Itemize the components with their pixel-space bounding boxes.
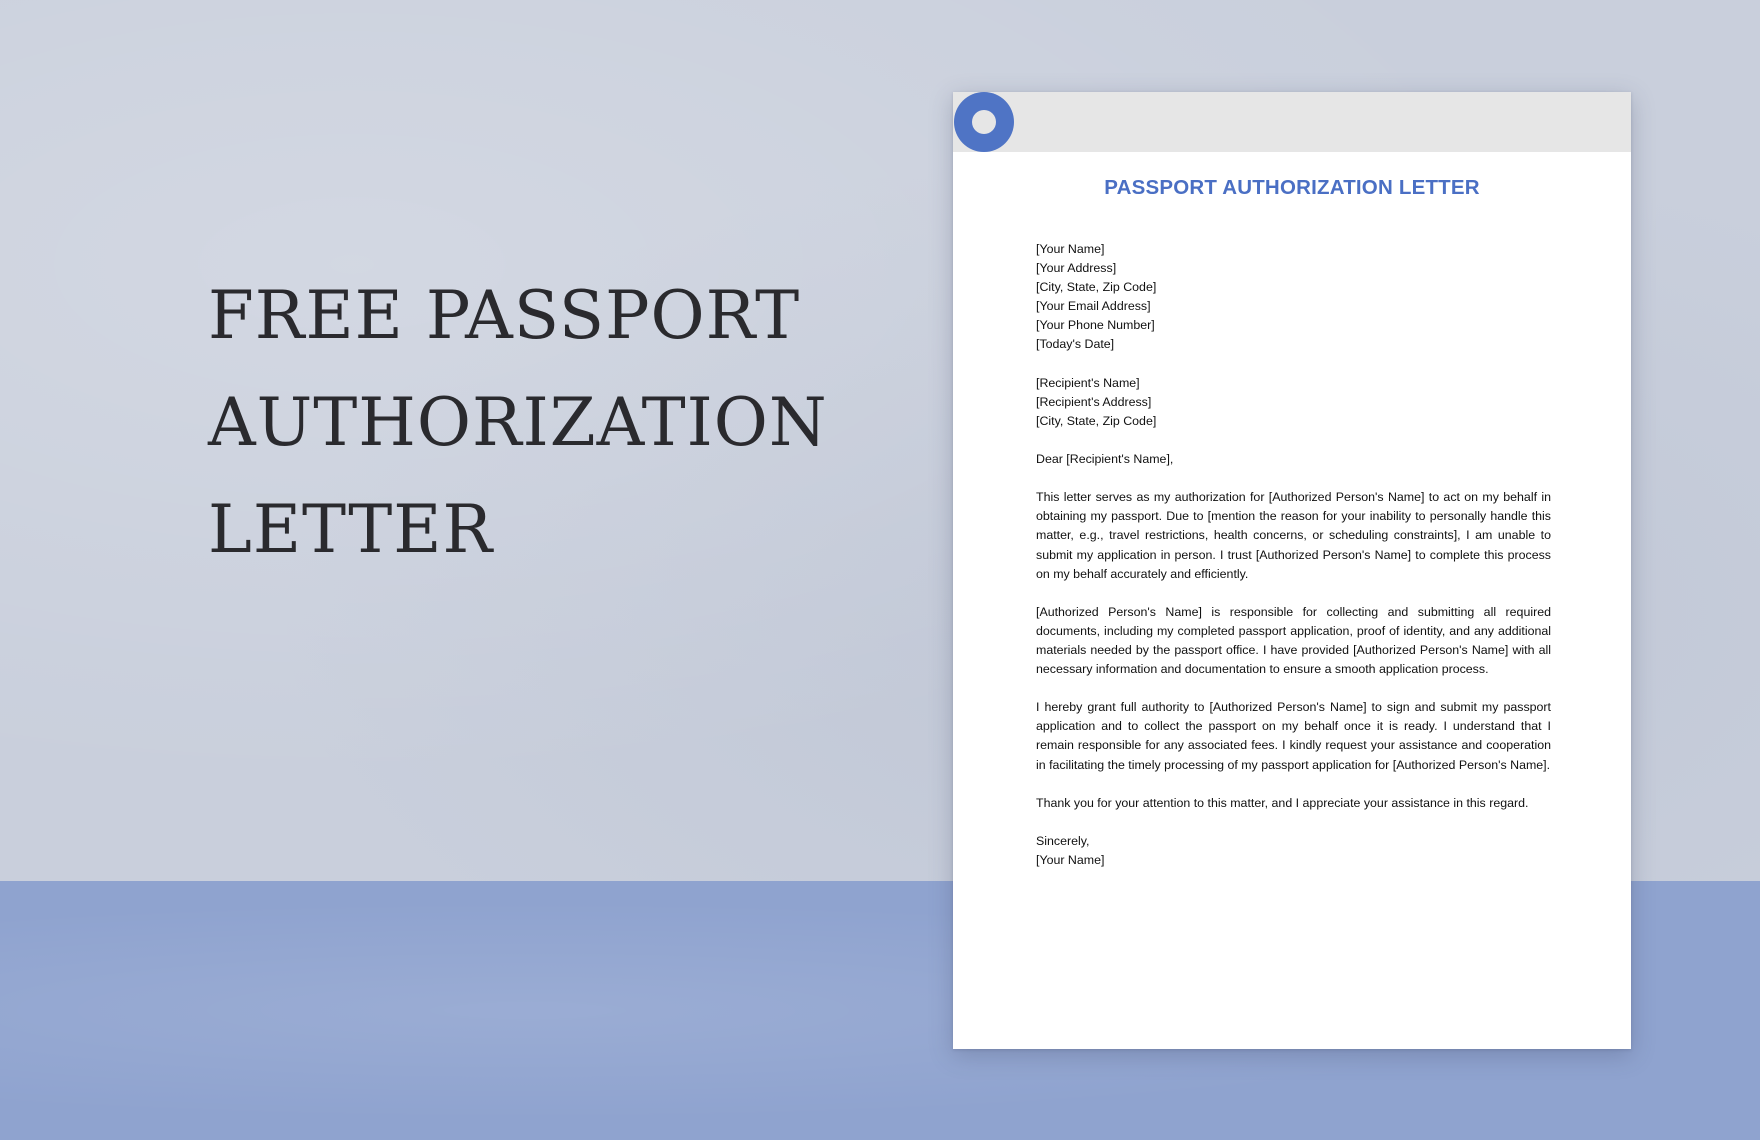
headline-line-3: LETTER (208, 491, 494, 568)
signature-name: [Your Name] (1036, 853, 1105, 867)
letter-body (1036, 240, 1551, 870)
sender-phone: [Your Phone Number] (1036, 318, 1155, 333)
letter-document (953, 92, 1631, 1049)
letter-title: PASSPORT AUTHORIZATION LETTER (1104, 176, 1480, 199)
closing: Sincerely, (1036, 833, 1090, 848)
sender-city: [City, State, Zip Code] (1036, 280, 1157, 295)
sender-block (1036, 240, 1551, 355)
sender-email: [Your Email Address] (1036, 299, 1151, 314)
sender-address: [Your Address] (1036, 261, 1117, 276)
salutation: Dear [Recipient's Name], (1036, 452, 1174, 467)
letter-date: [Today's Date] (1036, 337, 1115, 352)
headline (208, 262, 848, 583)
paragraph-1: This letter serves as my authorization for [Authorized Person's Name] to act on my behalf in obtaining my passport. Due to [mention the reason for your inability to personally handle this matter, e.g., travel restrictions, health concerns, or scheduling constraints], I am unable to submit my application in person. I trust [Authorized Person's Name] to complete this process on my behalf accurately and efficiently. (1036, 490, 1551, 581)
paragraph-4: Thank you for your attention to this matter, and I appreciate your assistance in this regard. (1036, 795, 1529, 810)
headline-line-1: FREE PASSPORT (208, 277, 801, 354)
recipient-address: [Recipient's Address] (1036, 394, 1152, 409)
paragraph-2: [Authorized Person's Name] is responsible for collecting and submitting all required documents, including my completed passport application, proof of identity, and any additional materials needed by the passport office. I have provided [Authorized Person's Name] with all necessary information and documentation to ensure a smooth application process. (1036, 604, 1551, 677)
recipient-name: [Recipient's Name] (1036, 375, 1140, 390)
paragraph-3: I hereby grant full authority to [Authorized Person's Name] to sign and submit my passport application and to collect the passport on my behalf once it is ready. I understand that I remain responsible for any associated fees. I kindly request your assistance and cooperation in facilitating the timely processing of my passport application for [Authorized Person's Name]. (1036, 700, 1551, 772)
document-header-bar (953, 92, 1631, 152)
recipient-city: [City, State, Zip Code] (1036, 413, 1157, 428)
headline-line-2: AUTHORIZATION (208, 384, 828, 461)
recipient-block (1036, 374, 1551, 431)
sender-name: [Your Name] (1036, 242, 1105, 256)
ring-icon (954, 92, 1014, 152)
